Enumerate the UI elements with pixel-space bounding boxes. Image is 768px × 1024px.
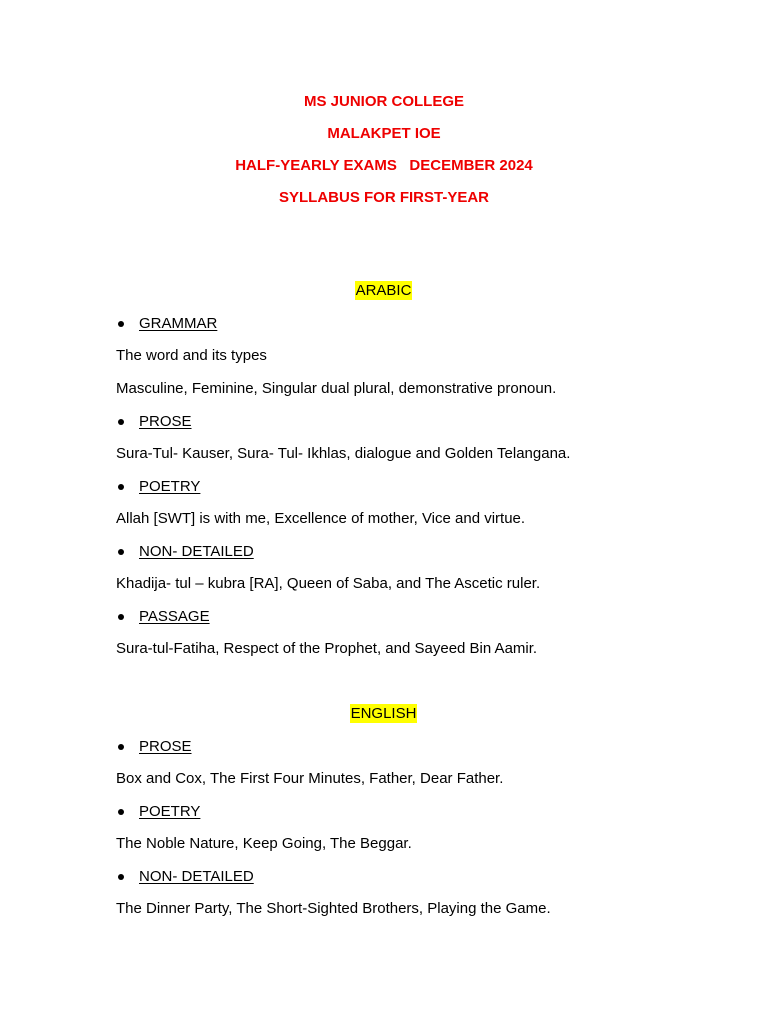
college-location: MALAKPET IOE — [327, 125, 441, 142]
english-poetry-heading — [116, 801, 676, 833]
arabic-nondetailed-heading — [116, 541, 676, 573]
arabic-nondetailed-text: Khadija- tul – kubra [RA], Queen of Saba, and The Ascetic ruler. — [116, 575, 541, 592]
english-nondetailed-heading — [116, 866, 676, 898]
arabic-poetry-heading — [116, 476, 676, 508]
bullet-label: PASSAGE — [139, 608, 210, 625]
arabic-grammar-line-1: The word and its types — [116, 347, 267, 364]
bullet-icon — [118, 874, 124, 880]
bullet-icon — [118, 321, 124, 327]
arabic-poetry-text: Allah [SWT] is with me, Excellence of mother, Vice and virtue. — [116, 510, 526, 527]
bullet-label: PROSE — [139, 413, 192, 430]
syllabus-title: SYLLABUS FOR FIRST-YEAR — [278, 189, 489, 206]
english-poetry-text: The Noble Nature, Keep Going, The Beggar. — [116, 835, 412, 852]
arabic-section — [116, 280, 676, 671]
bullet-label: PROSE — [139, 738, 192, 755]
document-header — [0, 86, 768, 214]
english-prose-text: Box and Cox, The First Four Minutes, Father, Dear Father. — [116, 770, 504, 787]
bullet-label: GRAMMAR — [139, 315, 218, 332]
arabic-section-title — [116, 280, 651, 313]
english-section — [116, 703, 676, 931]
bullet-icon — [118, 744, 124, 750]
exam-title: HALF-YEARLY EXAMS DECEMBER 2024 — [235, 157, 533, 174]
arabic-passage-heading — [116, 606, 676, 638]
college-name: MS JUNIOR COLLEGE — [303, 93, 464, 110]
arabic-grammar-heading — [116, 313, 676, 345]
bullet-label: POETRY — [139, 478, 201, 495]
bullet-icon — [118, 484, 124, 490]
bullet-icon — [118, 614, 124, 620]
arabic-prose-heading — [116, 411, 676, 443]
english-title-highlight: ENGLISH — [350, 705, 417, 722]
english-prose-heading — [116, 736, 676, 768]
bullet-label: POETRY — [139, 803, 201, 820]
arabic-title-highlight: ARABIC — [355, 282, 412, 299]
bullet-icon — [118, 549, 124, 555]
bullet-label: NON- DETAILED — [139, 868, 254, 885]
bullet-label: NON- DETAILED — [139, 543, 254, 560]
arabic-prose-text: Sura-Tul- Kauser, Sura- Tul- Ikhlas, dialogue and Golden Telangana. — [116, 445, 571, 462]
english-section-title — [116, 703, 651, 736]
english-nondetailed-text: The Dinner Party, The Short-Sighted Brothers, Playing the Game. — [116, 900, 551, 917]
bullet-icon — [118, 419, 124, 425]
bullet-icon — [118, 809, 124, 815]
arabic-passage-text: Sura-tul-Fatiha, Respect of the Prophet, and Sayeed Bin Aamir. — [116, 640, 538, 657]
arabic-grammar-line-2: Masculine, Feminine, Singular dual plural, demonstrative pronoun. — [116, 380, 557, 397]
